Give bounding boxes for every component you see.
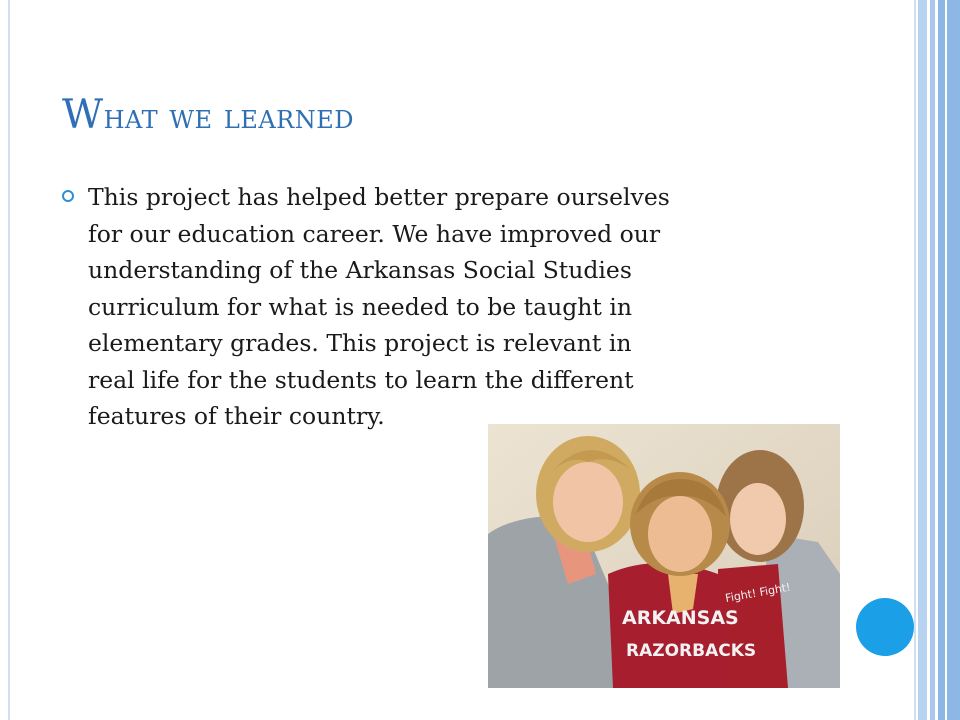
body-line: curriculum for what is needed to be taught in xyxy=(88,292,632,321)
body-line: elementary grades. This project is relevant in xyxy=(88,329,632,357)
side-stripe xyxy=(938,0,960,720)
accent-circle xyxy=(856,598,914,656)
body-line: real life for the students to learn the different xyxy=(88,365,634,394)
body-line: This project has helped better prepare ourselves xyxy=(88,183,670,211)
body-paragraph xyxy=(88,179,818,435)
shirt-text: ARKANSAS xyxy=(622,607,739,629)
slide-title xyxy=(62,92,354,138)
title-rest: hat we learned xyxy=(103,97,355,137)
side-stripe xyxy=(945,0,947,720)
shirt-text: Fight! Fight! xyxy=(724,580,792,605)
body-line: understanding of the Arkansas Social Studies xyxy=(88,256,632,284)
body-line: features of their country. xyxy=(88,402,385,430)
shirt-text: RAZORBACKS xyxy=(626,641,757,661)
group-photo xyxy=(488,424,840,688)
group-photo-image xyxy=(488,424,840,688)
side-stripe xyxy=(918,0,927,720)
bullet-icon xyxy=(62,190,74,202)
title-initial: W xyxy=(62,92,104,138)
body-line: for our education career. We have improved our xyxy=(88,219,661,248)
